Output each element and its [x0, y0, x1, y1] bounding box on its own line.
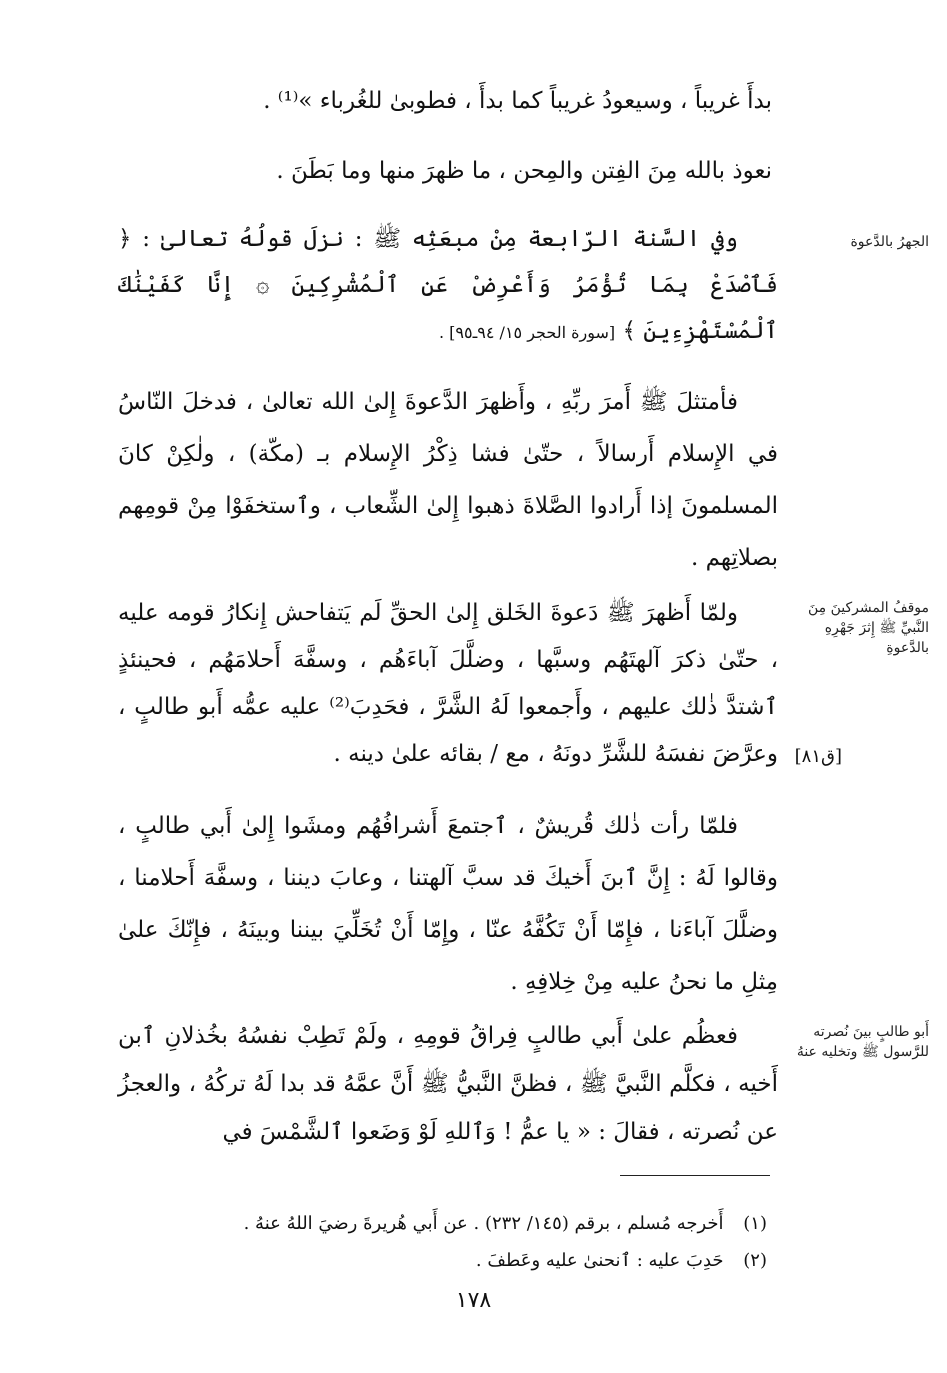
manuscript-page-ref: [ق٨١]	[794, 746, 842, 767]
margin-note-abu-talib: أَبو طالبٍ بينَ نُصرته للرَّسول ﷺ وتخليه عنهُ	[796, 1024, 929, 1060]
paragraph-falamma: فلمّا رأت ذٰلك قُريشٌ ، ٱجتمعَ أَشرافُهُم ومشَوا إِلىٰ أَبي طالبٍ ، وقالوا لَهُ : إِنَّ ٱبنَ أَخيكَ قد سبَّ آلهتنا ، وعابَ ديننا ، وسفَّهَ أَحلامنا ، وضلَّلَ آباءَنا ، فإِمّا أَنْ تَكُفَّهُ عنّا ، وإِمّا أَنْ تُخَلِّيَ بيننا وبينَهُ ، فإِنّكَ علىٰ مِثلِ ما نحنُ عليه مِنْ خِلافِهِ .	[118, 813, 778, 995]
footnote-2-number: (٢)	[743, 1250, 767, 1271]
footnote-separator	[620, 1175, 770, 1176]
paragraph-lamma: ولمّا أَظهرَ ﷺ دَعوةَ الخَلق إِلىٰ الحقِّ لَم يَتفاحش إِنكارُ قومه عليه ، حتّىٰ ذكرَ آلهتَهُم وسبَّها ، وضلَّلَ آباءَهُم ، وسفَّهَ أَحلامَهُم ، فحينئذٍ ٱشتدَّ ذٰلك عليهم ، وأَجمعوا لَهُ الشَّرَّ ، فحَدِبَ⁽²⁾ عليه عمُّه أَبو طالبٍ ، وعرَّضَ نفسَهُ للشَّرِّ دونَهُ ، مع / بقائه علىٰ دينه .	[118, 600, 778, 767]
paragraph-jahr	[118, 216, 778, 356]
footnote-1-number: (١)	[743, 1213, 767, 1234]
footnote-1	[244, 1213, 767, 1234]
page-number: ١٧٨	[455, 1288, 492, 1313]
footnote-1-text: أَخرجه مُسلم ، برقم (١٤٥/ ٢٣٢) . عن أَبي هُريرةَ رضيَ اللهُ عنهُ .	[243, 1213, 724, 1234]
paragraph-jahr-text: وفي السَّنة الرّابعة مِنْ مبعَثِه ﷺ : نزلَ قولُهُ تعالىٰ : ﴿ فَٱصْدَعْ بِمَا تُؤْمَرُ وَأَعْرِضْ عَنِ ٱلْمُشْرِكِينَ ۞ إِنَّا كَفَيْنَٰكَ ٱلْمُسْتَهْزِءِينَ ﴾	[118, 226, 778, 344]
footnote-2	[476, 1250, 767, 1271]
body-line-1: بدأَ غريباً ، وسيعودُ غريباً كما بدأَ ، فطوبىٰ للغُرباء »⁽¹⁾ .	[263, 88, 772, 114]
margin-note-mawqif: موقفُ المشركينَ مِنَ النَّبيِّ ﷺ إِثرَ جَهْرِهِ بالدَّعوةِ	[808, 600, 929, 656]
body-line-2: نعوذ بالله مِنَ الفِتن والمِحن ، ما ظهرَ منها وما بَطَنَ .	[276, 158, 772, 184]
verse-reference: [سورة الحجر ١٥/ ٩٤ـ٩٥] .	[438, 323, 616, 342]
margin-note-jahr: الجهرُ بالدَّعوة	[850, 234, 929, 250]
footnote-2-text: حَدِبَ عليه : ٱنحنىٰ عليه وعَطفَ .	[475, 1250, 724, 1271]
paragraph-imtathal: فأمتثلَ ﷺ أَمرَ ربِّهِ ، وأَظهرَ الدَّعوةَ إِلىٰ الله تعالىٰ ، فدخلَ النّاسُ في الإِسلام أَرسالاً ، حتّىٰ فشا ذِكْرُ الإِسلام بـ (مكّة) ، ولٰكِنْ كانَ المسلمونَ إذا أَرادوا الصَّلاةَ ذهبوا إِلىٰ الشِّعاب ، وٱستخفَوْا مِنْ قومِهم بصلاتِهم .	[118, 389, 778, 571]
paragraph-fa3azum: فعظُم علىٰ أَبي طالبٍ فِراقُ قومِهِ ، ولَمْ تَطِبْ نفسُهُ بخُذلانِ ٱبن أَخيه ، فكلَّم النَّبيَّ ﷺ ، فظنَّ النَّبيُّ ﷺ أَنَّ عمَّهُ قد بدا لَهُ تركُهُ ، والعجزُ عن نُصرته ، فقالَ : « يا عمُّ ! وَٱللهِ لَوْ وَضَعوا ٱلشَّمْسَ في	[118, 1023, 778, 1145]
